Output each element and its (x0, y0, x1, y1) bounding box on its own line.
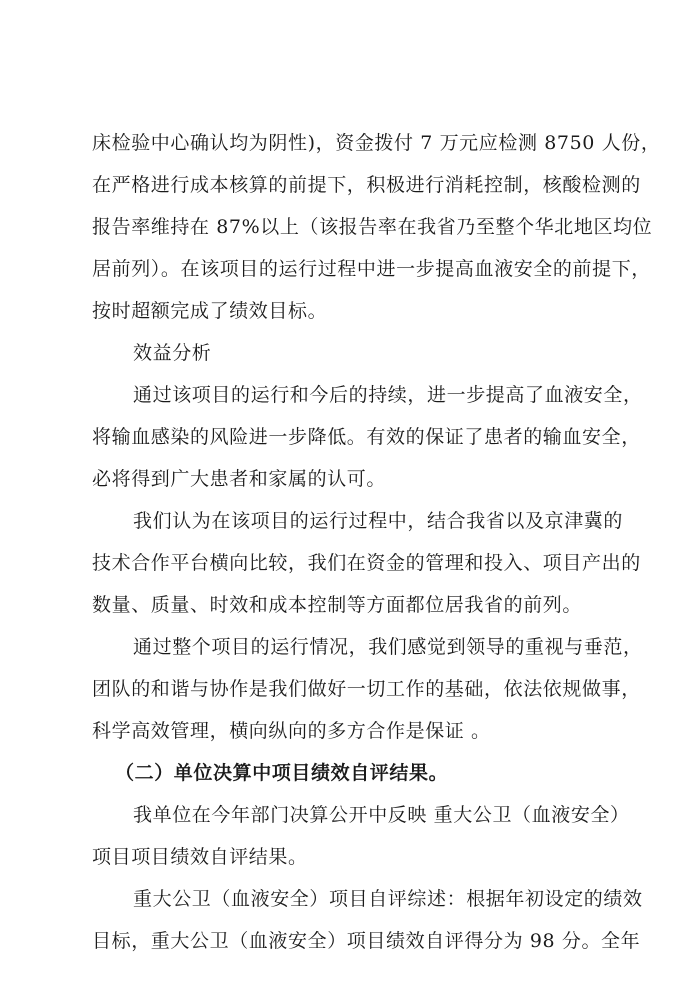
paragraph-1-line-4: 居前列）。在该项目的运行过程中进一步提高血液安全的前提下， (92, 258, 651, 280)
paragraph-4-line-1: 通过整个项目的运行情况，我们感觉到领导的重视与垂范， (133, 636, 643, 658)
paragraph-6-line-1: 重大公卫（血液安全）项目自评综述：根据年初设定的绩效 (133, 888, 643, 910)
paragraph-1-line-5: 按时超额完成了绩效目标。 (92, 300, 328, 322)
paragraph-2-line-1: 通过该项目的运行和今后的持续，进一步提高了血液安全， (133, 384, 643, 406)
section-heading: （二）单位决算中项目绩效自评结果。 (115, 762, 449, 784)
paragraph-1-line-2: 在严格进行成本核算的前提下，积极进行消耗控制，核酸检测的 (92, 174, 641, 196)
paragraph-3-line-2: 技术合作平台横向比较，我们在资金的管理和投入、项目产出的 (92, 552, 641, 574)
paragraph-6-line-2: 目标，重大公卫（血液安全）项目绩效自评得分为 98 分。全年 (92, 930, 641, 952)
paragraph-1-line-1: 床检验中心确认均为阴性)，资金拨付 7 万元应检测 8750 人份， (92, 132, 661, 154)
heading-benefit-analysis: 效益分析 (133, 342, 212, 364)
paragraph-3-line-3: 数量、质量、时效和成本控制等方面都位居我省的前列。 (92, 594, 583, 616)
paragraph-3-line-1: 我们认为在该项目的运行过程中，结合我省以及京津冀的 (133, 510, 624, 532)
paragraph-2-line-2: 将输血感染的风险进一步降低。有效的保证了患者的输血安全， (92, 426, 641, 448)
paragraph-5-line-1: 我单位在今年部门决算公开中反映 重大公卫（血液安全） (133, 804, 630, 826)
paragraph-5-line-2: 项目项目绩效自评结果。 (92, 846, 308, 868)
paragraph-2-line-3: 必将得到广大患者和家属的认可。 (92, 468, 387, 490)
paragraph-4-line-2: 团队的和谐与协作是我们做好一切工作的基础，依法依规做事， (92, 678, 641, 700)
paragraph-4-line-3: 科学高效管理，横向纵向的多方合作是保证 。 (92, 720, 491, 742)
paragraph-1-line-3: 报告率维持在 87%以上（该报告率在我省乃至整个华北地区均位 (92, 216, 653, 238)
